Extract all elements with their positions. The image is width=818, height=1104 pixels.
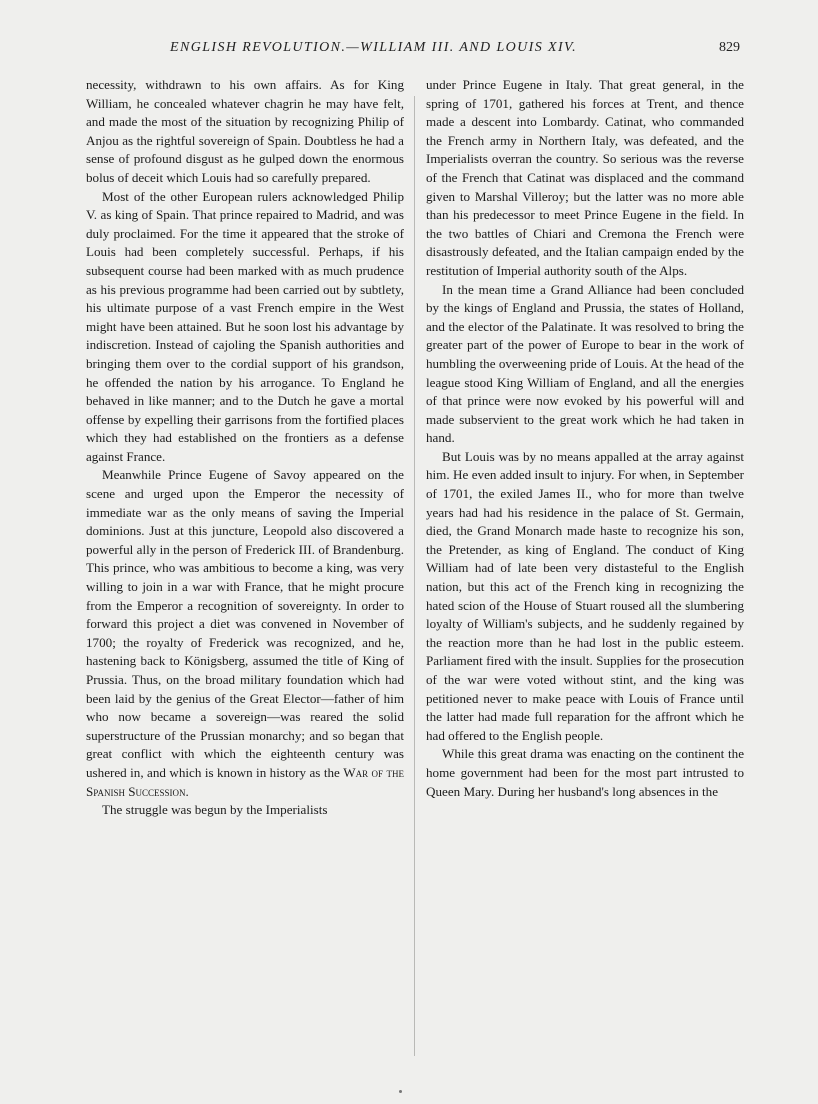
paragraph: The struggle was begun by the Imperialists: [102, 802, 328, 818]
paragraph-text: Meanwhile Prince Eugene of Savoy appeared on the scene and urged upon the Emperor the necessity of immediate war as the only means of saving the Imperial dominions. Just at this juncture, Leopold also discovered a powerful ally in the person of Frederick III. of Brandenburg. This prince, who was ambitious to become a king, was very willing to join in a war with France, that he might procure from the Emperor a recognition of sovereignty. In order to forward this project a diet was convened in November of 1700; the royalty of Frederick was recognized, and he, hastening back to Königsberg, assumed the title of King of Prussia. Thus, on the broad military foundation which had been laid by the genius of the Great Elector—father of him who now became a sovereign—was reared the solid superstructure of the Prussian monarchy; and so began that great conflict with which the eighteenth century was ushered in, and which is known in history as the: [86, 467, 404, 780]
paragraph-end: .: [185, 783, 189, 799]
column-divider: [414, 96, 415, 1056]
paragraph: necessity, withdrawn to his own affairs. As for King William, he concealed whatever chagrin he may have felt, and made the most of the situation by recognizing Philip of Anjou as the rightful sovereign of Spain. Doubtless he had a sense of profound disgust as he gulped down the enormous bolus of deceit which Louis had so carefully prepared.: [86, 77, 404, 185]
running-head: ENGLISH REVOLUTION.—WILLIAM III. AND LOUIS XIV.: [170, 40, 578, 55]
page-header: [90, 40, 750, 64]
paragraph: But Louis was by no means appalled at the array against him. He even added insult to injury. For when, in September of 1701, the exiled James II., who for more than twelve years had had his residence in the palace of St. Germain, died, the Grand Monarch made haste to recognize his son, the Pretender, as king of England. The conduct of King William had of late been very distasteful to the English nation, but this act of the French king in recognizing the hated scion of the House of Stuart roused all the slumbering loyalty of William's subjects, and he suddenly regained by the reaction more than he had lost in the public esteem. Parliament fired with the insult. Supplies for the prosecution of the war were voted without stint, and the king was petitioned never to make peace with Louis of France until the latter had made full reparation for the affront which he had offered to the English people.: [426, 448, 744, 743]
war-title-smallcaps: War of the Spanish Succession: [86, 764, 404, 799]
paragraph: [86, 466, 404, 801]
paragraph: under Prince Eugene in Italy. That great general, in the spring of 1701, gathered his forces at Trent, and thence made a descent into Lombardy. Catinat, who commanded the French army in Northern Italy, was defeated, and the Imperialists overran the country. So serious was the reverse of the French that Catinat was displaced and the command given to Marshal Villeroy; but the latter was no more able than his predecessor to meet Prince Eugene in the field. In the two battles of Chiari and Cremona the French were disastrously defeated, and the Italian campaign ended by the restitution of Imperial authority south of the Alps.: [426, 77, 744, 278]
paragraph: In the mean time a Grand Alliance had been concluded by the kings of England and Prussia, the states of Holland, and the elector of the Palatinate. It was resolved to bring the greater part of the power of Europe to bear in the work of humbling the overweening pride of Louis. At the head of the league stood King William of England, and all the energies of that prince were now evoked by his powerful will and made subservient to the great work which he had taken in hand.: [426, 281, 744, 446]
page-number: 829: [719, 40, 740, 55]
paragraph: Most of the other European rulers acknowledged Philip V. as king of Spain. That prince repaired to Madrid, and was duly proclaimed. For the time it appeared that the stroke of Louis had been completely successful. Perhaps, if his subsequent course had been marked with as much prudence as his previous programme had been carried out by subtlety, his ultimate purpose of a vast French empire in the West might have been attained. But he soon lost his advantage by indiscretion. Instead of cajoling the Spanish authorities and bringing them over to the cordial support of his grandson, he offended the nation by his arrogance. To England he behaved in like manner; and to the Dutch he gave a mortal offense by expelling their garrisons from the fortified places which they had established on the frontiers as a defense against France.: [86, 188, 404, 464]
left-column: [86, 76, 404, 820]
paragraph: While this great drama was enacting on the continent the home government had been for the most part intrusted to Queen Mary. During her husband's long absences in the: [426, 746, 744, 799]
print-speck: [399, 1090, 402, 1093]
right-column: [426, 76, 744, 801]
